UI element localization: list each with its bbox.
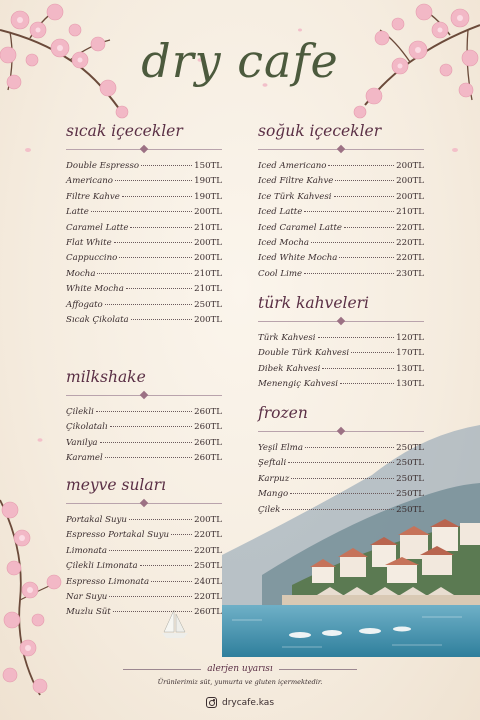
dotted-leader [126,288,192,289]
section-meyve-sulari [66,476,222,623]
menu-item [258,223,424,238]
dotted-leader [109,550,192,551]
dotted-leader [122,196,192,197]
menu-item [66,438,222,453]
menu-item-name: Iced Latte [258,207,303,218]
cafe-title: dry cafe [141,34,339,88]
menu-item [258,207,424,222]
allergen-line-left [123,669,201,670]
dotted-leader [109,596,192,597]
menu-item [66,300,222,315]
section-turk-kahveleri [258,294,424,395]
menu-item-price: 200TL [396,176,424,187]
dotted-leader [351,352,394,353]
menu-item [258,348,424,363]
menu-item [66,176,222,191]
instagram-text: drycafe.kas [221,697,275,708]
menu-item-price: 200TL [194,515,222,525]
section-divider [258,317,424,325]
menu-item-name: Filtre Kahve [66,191,120,202]
menu-item [66,546,222,561]
menu-item-name: Ice Türk Kahvesi [258,191,332,202]
dotted-leader [290,493,394,494]
menu-item-price: 210TL [194,222,222,233]
menu-item-name: Espresso Limonata [66,576,150,587]
menu-item [66,315,222,330]
allergen-title: alerjen uyarısı [207,664,273,674]
menu-item-price: 220TL [194,591,222,602]
menu-item-name: Americano [66,176,113,187]
menu-item [66,238,222,253]
menu-item [258,505,424,520]
dotted-leader [282,509,394,510]
menu-item-price: 250TL [396,443,424,453]
allergen-line-right [279,669,357,670]
menu-item-name: Menengiç Kahvesi [258,379,339,390]
section-sicak-icecekler [66,122,222,330]
menu-item [66,407,222,422]
menu-item-name: Karamel [66,453,103,464]
allergen-header [0,664,480,674]
menu-item-name: Iced Filtre Kahve [258,176,334,187]
menu-item-name: Çilekli [66,407,94,417]
dotted-leader [129,519,192,520]
section-title: frozen [258,404,308,422]
dotted-leader [97,273,192,274]
menu-item-name: Iced White Mocha [258,253,338,264]
menu-item-price: 250TL [396,458,424,469]
section-divider [66,145,222,153]
menu-item [258,379,424,394]
menu-item [258,364,424,379]
dotted-leader [113,611,192,612]
menu-item [66,530,222,545]
section-title: meyve suları [66,476,166,494]
menu-item-list [66,515,222,623]
menu-item [66,284,222,299]
menu-item-name: Türk Kahvesi [258,333,316,343]
dotted-leader [334,196,395,197]
menu-item-price: 120TL [396,333,424,343]
dotted-leader [304,211,394,212]
menu-item [66,515,222,530]
menu-item-name: Latte [66,207,89,218]
menu-item-name: Cappuccino [66,253,118,264]
menu-item [66,161,222,176]
dotted-leader [311,242,394,243]
menu-item [66,269,222,284]
menu-item-name: White Mocha [66,284,124,295]
menu-item [258,474,424,489]
menu-item-price: 130TL [396,379,424,390]
dotted-leader [151,581,192,582]
menu-item-price: 190TL [194,176,222,187]
menu-item-price: 200TL [396,191,424,202]
dotted-leader [291,478,394,479]
menu-item-name: Karpuz [258,473,290,484]
menu-item-name: Çilek [258,504,281,515]
dotted-leader [130,227,192,228]
menu-item-name: Çikolatalı [66,422,108,433]
dotted-leader [141,165,192,166]
menu-item-price: 220TL [194,530,222,541]
dotted-leader [91,211,192,212]
instagram-icon [206,697,217,708]
menu-item-price: 220TL [396,222,424,233]
menu-item-name: Double Türk Kahvesi [258,348,350,359]
menu-item-name: Nar Suyu [66,591,108,602]
menu-item-price: 260TL [194,437,222,448]
menu-item-name: Iced Mocha [258,237,309,248]
menu-item-price: 190TL [194,191,222,202]
dotted-leader [105,304,192,305]
section-frozen [258,404,424,520]
dotted-leader [140,565,193,566]
menu-item-price: 230TL [396,268,424,279]
menu-item-name: Flat White [66,237,112,248]
dotted-leader [100,442,193,443]
menu-item-list [66,161,222,330]
section-title: sıcak içecekler [66,122,183,140]
menu-item-name: Double Espresso [66,161,140,171]
menu-item-name: Dibek Kahvesi [258,363,321,374]
dotted-leader [288,462,394,463]
menu-item-price: 210TL [194,284,222,295]
menu-item-price: 170TL [396,348,424,359]
dotted-leader [322,368,394,369]
menu-item [258,161,424,176]
menu-item [66,253,222,268]
menu-item-price: 260TL [194,607,222,618]
menu-item [258,458,424,473]
menu-item [66,561,222,576]
dotted-leader [110,426,193,427]
menu-item [258,443,424,458]
menu-item-price: 210TL [396,207,424,218]
dotted-leader [340,383,394,384]
menu-item-name: Iced Caramel Latte [258,222,342,233]
menu-item [66,207,222,222]
dotted-leader [171,534,192,535]
menu-item-price: 200TL [194,314,222,325]
menu-item-name: Caramel Latte [66,222,129,233]
menu-item-name: Sıcak Çikolata [66,314,129,325]
section-divider [66,391,222,399]
menu-item-list [66,407,222,469]
menu-item-price: 250TL [194,299,222,310]
dotted-leader [305,447,394,448]
menu-item [66,592,222,607]
menu-item-price: 200TL [194,207,222,218]
menu-item [258,269,424,284]
menu-item-price: 260TL [194,407,222,417]
dotted-leader [115,180,192,181]
dotted-leader [335,180,394,181]
menu-item-list [258,333,424,395]
menu-item-price: 250TL [396,489,424,500]
menu-item-price: 200TL [194,253,222,264]
instagram-handle[interactable] [0,697,480,708]
menu-item-name: Iced Americano [258,161,327,171]
menu-item-price: 210TL [194,268,222,279]
menu-item-price: 200TL [396,161,424,171]
menu-item-name: Affogato [66,299,103,310]
section-divider [258,145,424,153]
menu-item-name: Cool Lime [258,268,303,279]
section-soguk-icecekler [258,122,424,284]
menu-item [258,253,424,268]
menu-item-price: 240TL [194,576,222,587]
menu-item [258,238,424,253]
section-divider [258,427,424,435]
menu-item-price: 250TL [194,561,222,572]
menu-item [258,489,424,504]
dotted-leader [119,257,192,258]
menu-item-price: 220TL [396,237,424,248]
menu-item-price: 220TL [396,253,424,264]
section-title: milkshake [66,368,146,386]
section-divider [66,499,222,507]
menu-item-name: Limonata [66,545,108,556]
menu-item [66,223,222,238]
menu-item [66,453,222,468]
menu-item-name: Mango [258,489,289,500]
menu-item-name: Yeşil Elma [258,443,303,453]
menu-item-list [258,443,424,520]
menu-item [258,333,424,348]
menu-item-price: 260TL [194,422,222,433]
section-title: türk kahveleri [258,294,369,312]
menu-item [258,192,424,207]
menu-item-price: 250TL [396,504,424,515]
allergen-text: Ürünlerimiz süt, yumurta ve gluten içermektedir. [157,678,323,686]
dotted-leader [304,273,394,274]
menu-item-list [258,161,424,284]
section-title: soğuk içecekler [258,122,382,140]
dotted-leader [344,227,394,228]
dotted-leader [96,411,192,412]
dotted-leader [131,319,192,320]
dotted-leader [105,457,192,458]
section-milkshake [66,368,222,469]
menu-item-name: Portakal Suyu [66,515,127,525]
menu-item-name: Mocha [66,268,96,279]
menu-item-name: Espresso Portakal Suyu [66,530,170,541]
menu-item [66,192,222,207]
menu-item-price: 250TL [396,473,424,484]
menu-item-name: Çilekli Limonata [66,561,138,572]
dotted-leader [114,242,192,243]
dotted-leader [339,257,394,258]
menu-item [66,577,222,592]
allergen-notice [0,664,480,686]
menu-item-name: Vanilya [66,437,98,448]
menu-item-price: 130TL [396,363,424,374]
menu-item-price: 200TL [194,237,222,248]
menu-item-price: 220TL [194,545,222,556]
menu-item-name: Muzlu Süt [66,607,111,618]
menu-item [66,422,222,437]
menu-item [258,176,424,191]
menu-item-price: 260TL [194,453,222,464]
dotted-leader [328,165,394,166]
menu-item [66,607,222,622]
dotted-leader [318,337,395,338]
menu-item-name: Şeftali [258,458,287,469]
menu-item-price: 150TL [194,161,222,171]
